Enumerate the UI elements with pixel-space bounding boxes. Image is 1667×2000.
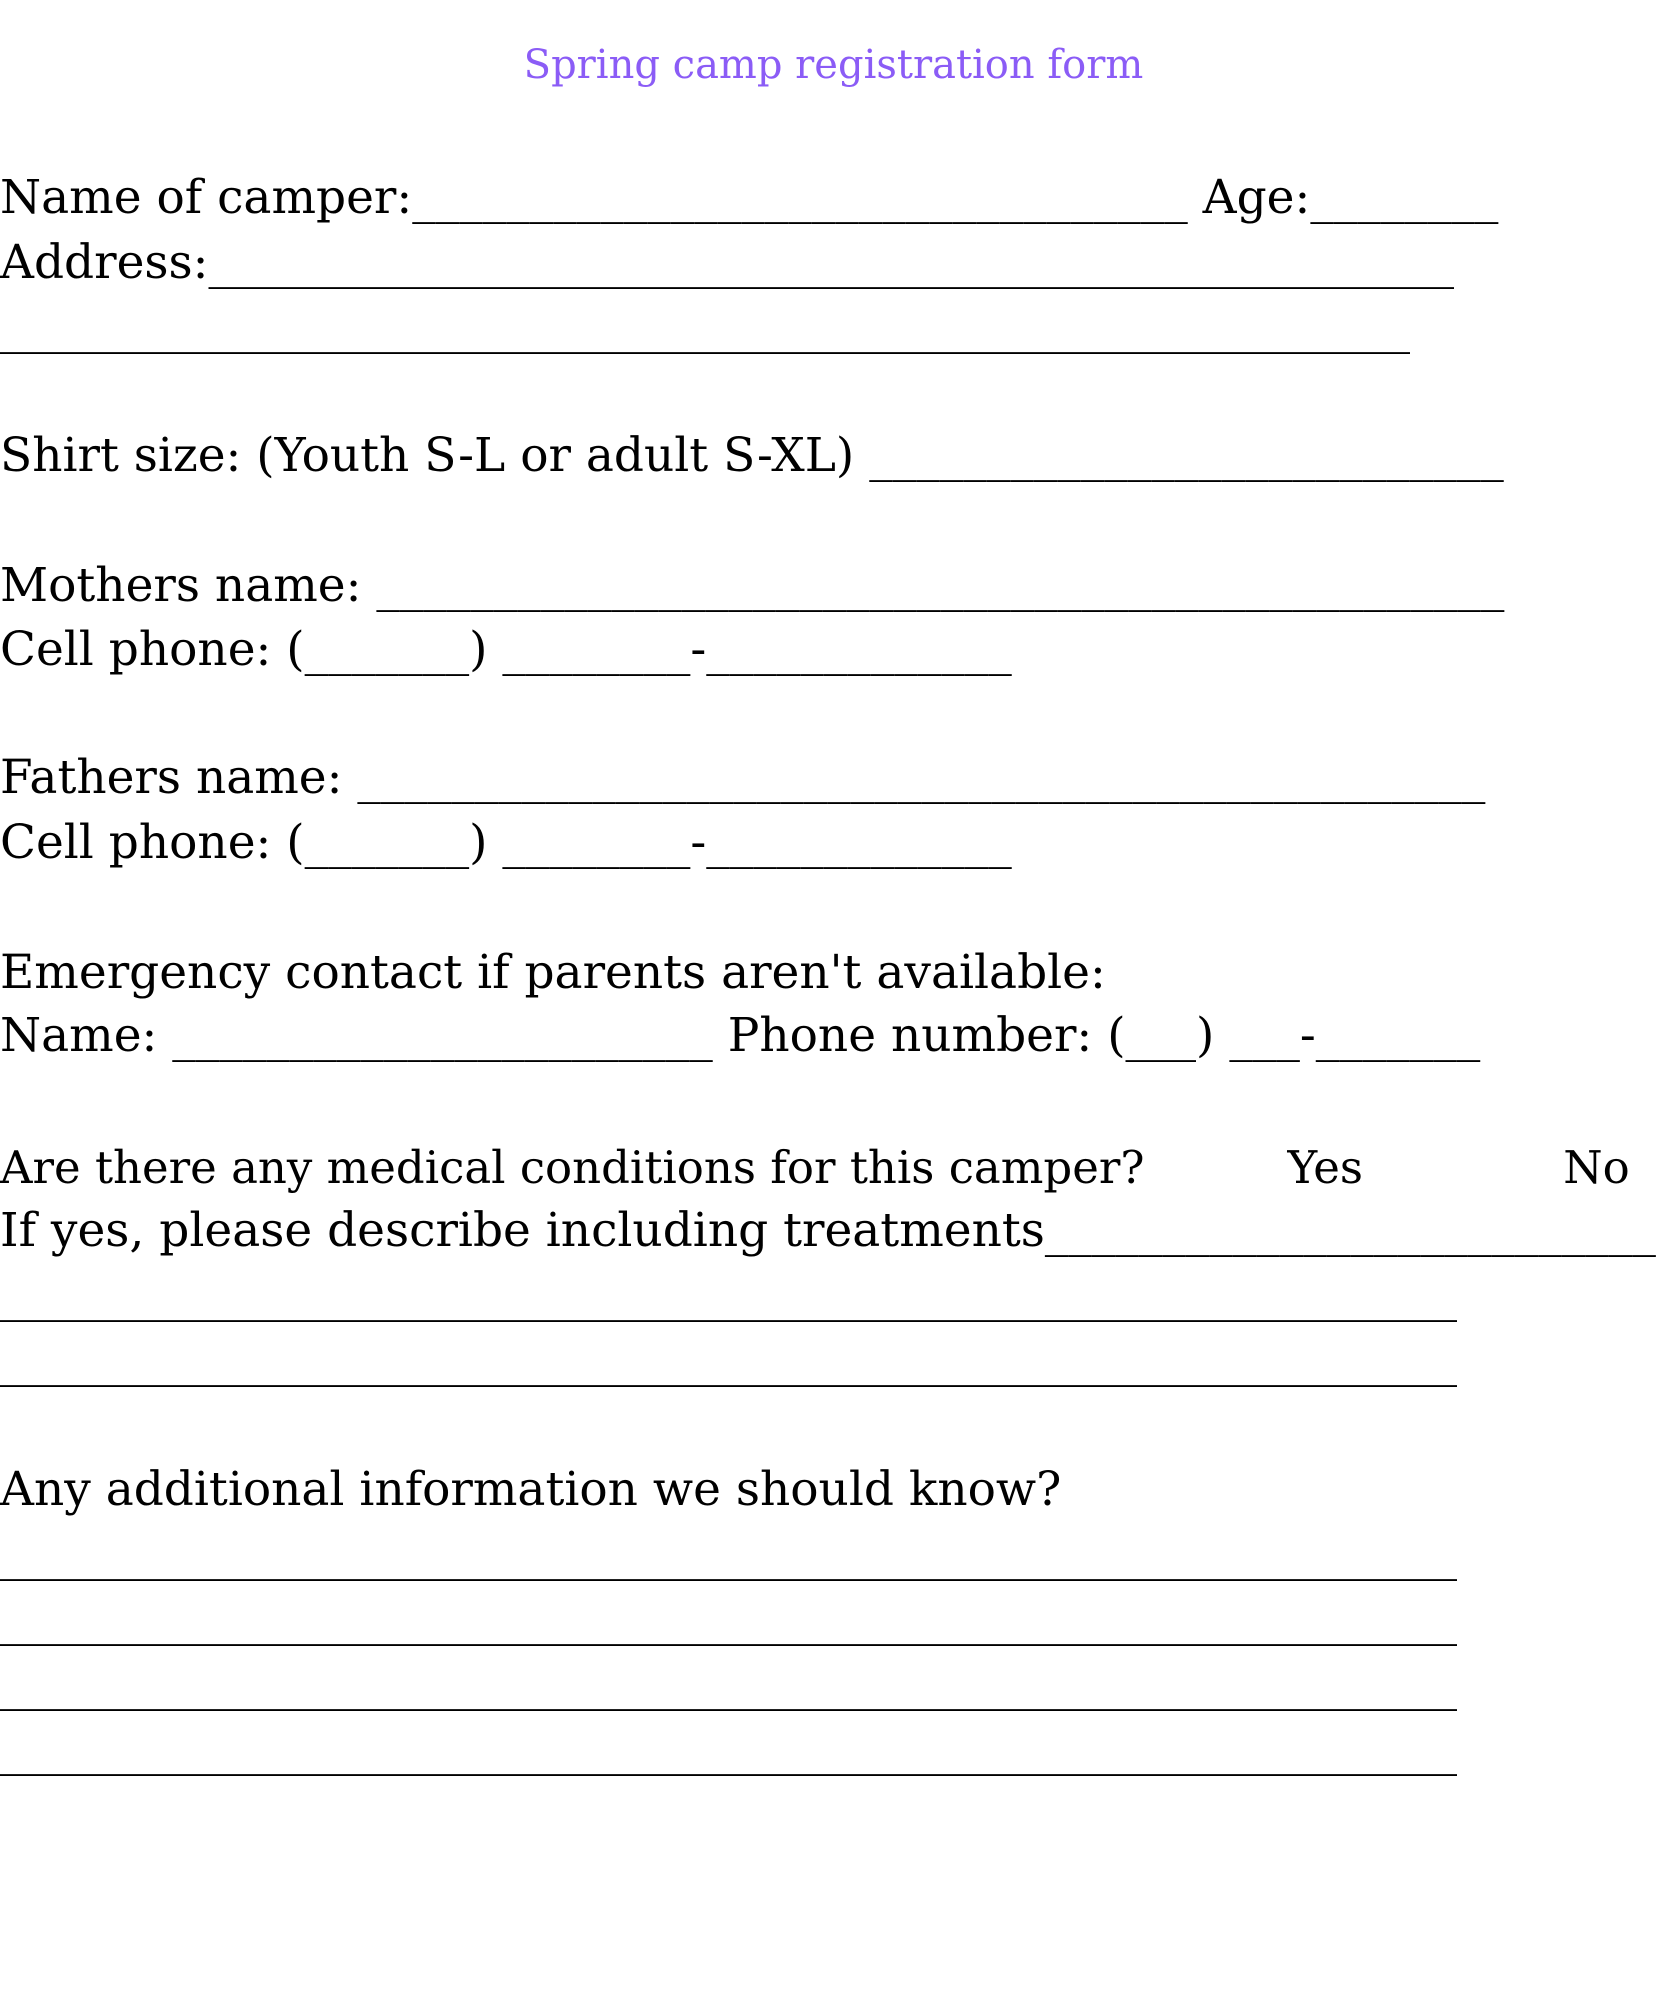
additional-info-blank-line: ______________________________________________________________ xyxy=(0,1722,1457,1777)
address-line: Address:_____________________________________________________ xyxy=(0,235,1454,290)
address-continuation-line: ____________________________________________________________ xyxy=(0,300,1410,355)
fathers-name-line: Fathers name: ________________________________________________ xyxy=(0,750,1486,805)
additional-info-blank-line: ______________________________________________________________ xyxy=(0,1592,1457,1647)
medical-conditions-question: Are there any medical conditions for this camper? Yes No xyxy=(0,1141,1630,1194)
additional-info-heading: Any additional information we should know? xyxy=(0,1462,1062,1517)
shirt-size-line: Shirt size: (Youth S-L or adult S-XL) ___________________________ xyxy=(0,428,1504,483)
additional-info-blank-line: ______________________________________________________________ xyxy=(0,1657,1457,1712)
medical-blank-line: ______________________________________________________________ xyxy=(0,1268,1457,1323)
emergency-contact-heading: Emergency contact if parents aren't available: xyxy=(0,945,1106,1000)
additional-info-blank-line: ______________________________________________________________ xyxy=(0,1527,1457,1582)
emergency-contact-line: Name: _______________________ Phone number: (___) ___-_______ xyxy=(0,1008,1481,1063)
medical-description-line: If yes, please describe including treatments__________________________ xyxy=(0,1203,1656,1258)
mothers-cell-phone-line: Cell phone: (_______) ________-_____________ xyxy=(0,622,1012,677)
fathers-cell-phone-line: Cell phone: (_______) ________-_____________ xyxy=(0,815,1012,870)
medical-blank-line: ______________________________________________________________ xyxy=(0,1333,1457,1388)
mothers-name-line: Mothers name: ________________________________________________ xyxy=(0,558,1505,613)
form-title: Spring camp registration form xyxy=(523,42,1144,88)
camper-name-age-line: Name of camper:_________________________________ Age:________ xyxy=(0,170,1499,225)
